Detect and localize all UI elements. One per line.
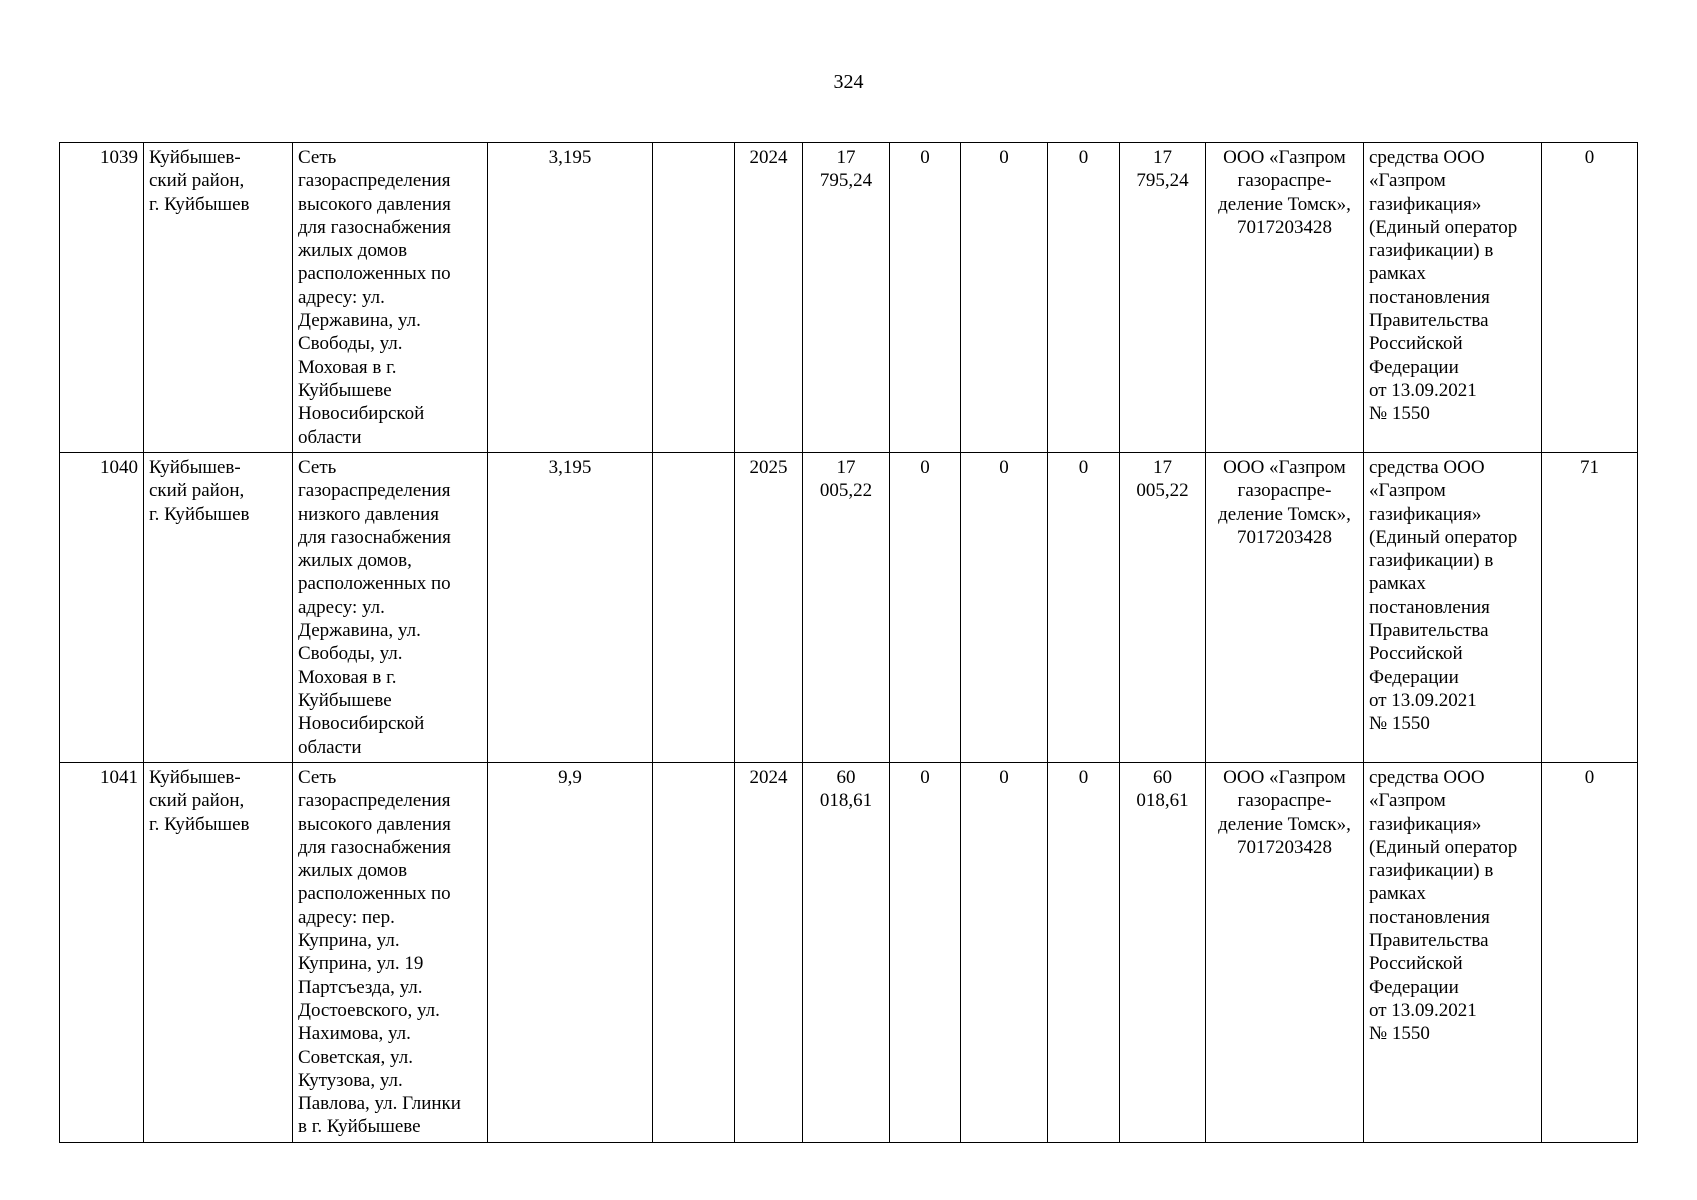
year-cell: 2024 — [735, 143, 803, 453]
object-cell: Сеть газораспределения высокого давления для газоснабжения жилых домов расположенных по адресу: ул. Державина, ул. Свободы, ул. Моховая в г. Куйбышеве Новосибирской области — [293, 143, 488, 453]
last-value-cell: 71 — [1542, 453, 1638, 763]
district-cell: Куйбышев- ский район, г. Куйбышев — [144, 453, 293, 763]
row-number: 1041 — [60, 763, 144, 1143]
last-value-cell: 0 — [1542, 763, 1638, 1143]
length-cell: 3,195 — [488, 453, 653, 763]
length-cell: 9,9 — [488, 763, 653, 1143]
capacity-cell — [653, 453, 735, 763]
last-value-cell: 0 — [1542, 143, 1638, 453]
total-cost-cell: 17 005,22 — [803, 453, 890, 763]
value-cell: 60 018,61 — [1120, 763, 1206, 1143]
funding-source-cell: средства ООО «Газпром газификация» (Единый оператор газификации) в рамках постановления Правительства Российской Федерации от 13.09.2021 № 1550 — [1364, 453, 1542, 763]
row-number: 1040 — [60, 453, 144, 763]
value-cell: 17 795,24 — [1120, 143, 1206, 453]
year-cell: 2025 — [735, 453, 803, 763]
funding-source-cell: средства ООО «Газпром газификация» (Единый оператор газификации) в рамках постановления Правительства Российской Федерации от 13.09.2021 № 1550 — [1364, 143, 1542, 453]
executor-cell: ООО «Газпром газораспре- деление Томск», 7017203428 — [1206, 763, 1364, 1143]
object-cell: Сеть газораспределения низкого давления для газоснабжения жилых домов, расположенных по адресу: ул. Державина, ул. Свободы, ул. Моховая в г. Куйбышеве Новосибирской области — [293, 453, 488, 763]
value-cell: 0 — [1048, 453, 1120, 763]
capacity-cell — [653, 763, 735, 1143]
table-row — [60, 143, 1638, 453]
district-cell: Куйбышев- ский район, г. Куйбышев — [144, 763, 293, 1143]
value-cell: 0 — [890, 763, 961, 1143]
value-cell: 0 — [1048, 143, 1120, 453]
row-number: 1039 — [60, 143, 144, 453]
executor-cell: ООО «Газпром газораспре- деление Томск», 7017203428 — [1206, 143, 1364, 453]
total-cost-cell: 17 795,24 — [803, 143, 890, 453]
executor-cell: ООО «Газпром газораспре- деление Томск», 7017203428 — [1206, 453, 1364, 763]
value-cell: 0 — [961, 763, 1048, 1143]
funding-source-cell: средства ООО «Газпром газификация» (Единый оператор газификации) в рамках постановления Правительства Российской Федерации от 13.09.2021 № 1550 — [1364, 763, 1542, 1143]
table-row — [60, 763, 1638, 1143]
table-row — [60, 453, 1638, 763]
year-cell: 2024 — [735, 763, 803, 1143]
length-cell: 3,195 — [488, 143, 653, 453]
value-cell: 0 — [1048, 763, 1120, 1143]
district-cell: Куйбышев- ский район, г. Куйбышев — [144, 143, 293, 453]
value-cell: 0 — [890, 453, 961, 763]
page-number: 324 — [833, 71, 864, 93]
total-cost-cell: 60 018,61 — [803, 763, 890, 1143]
value-cell: 17 005,22 — [1120, 453, 1206, 763]
value-cell: 0 — [890, 143, 961, 453]
value-cell: 0 — [961, 143, 1048, 453]
object-cell: Сеть газораспределения высокого давления для газоснабжения жилых домов расположенных по адресу: пер. Куприна, ул. Куприна, ул. 19 Партсъезда, ул. Достоевского, ул. Нахимова, ул. Советская, ул. Кутузова, ул. Павлова, ул. Глинки в г. Куйбышеве — [293, 763, 488, 1143]
gas-network-table — [59, 142, 1638, 1143]
capacity-cell — [653, 143, 735, 453]
value-cell: 0 — [961, 453, 1048, 763]
